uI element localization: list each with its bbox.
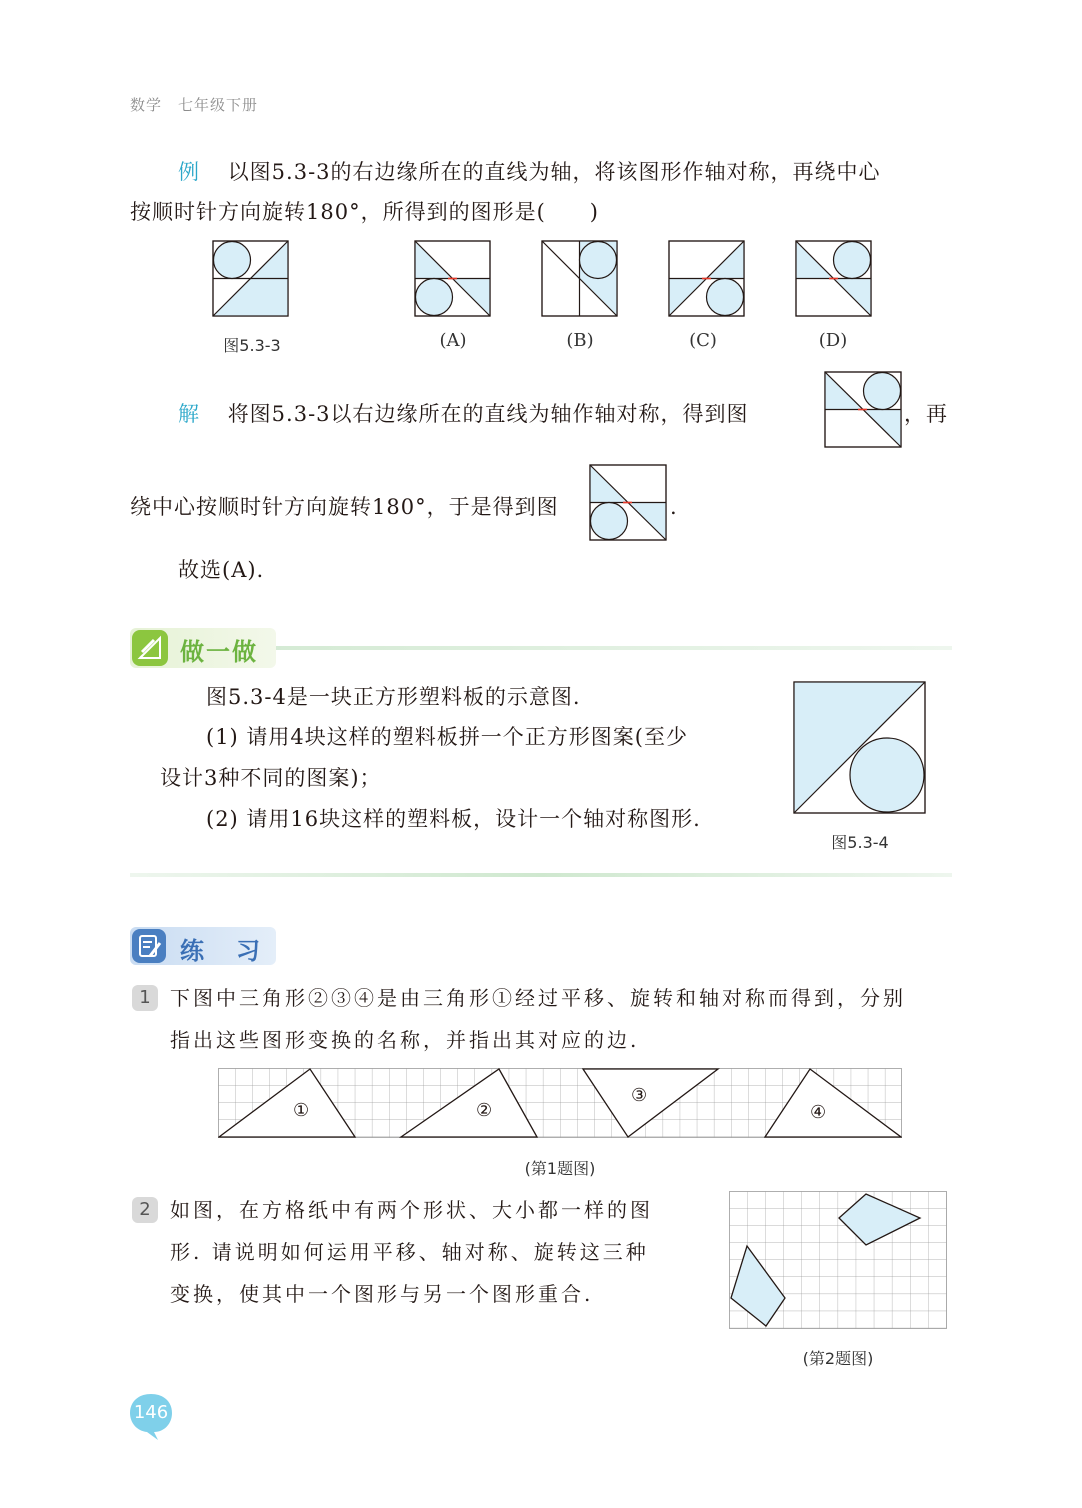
- activity-line-4: (2) 请用16块这样的塑料板，设计一个轴对称图形.: [206, 807, 701, 831]
- activity-line-2: (1) 请用4块这样的塑料板拼一个正方形图案(至少: [206, 725, 688, 749]
- option-d-label[interactable]: (D): [818, 330, 848, 351]
- option-c-figure[interactable]: [668, 240, 746, 318]
- triangle-1-label: ①: [293, 1100, 310, 1121]
- exercise-title: 练 习: [180, 937, 264, 965]
- triangle-4-label: ④: [810, 1102, 827, 1123]
- activity-line-3: 设计3种不同的图案)；: [160, 766, 382, 790]
- running-header: 数学 七年级下册: [130, 96, 259, 114]
- triangle-3-label: ③: [631, 1085, 648, 1106]
- triangle-2-label: ②: [476, 1100, 493, 1121]
- notebook-pencil-icon: [132, 929, 166, 963]
- example-line-2: 按顺时针方向旋转180°，所得到的图形是( ): [130, 200, 599, 224]
- option-b-label[interactable]: (B): [566, 330, 594, 351]
- solution-text-2-end: .: [670, 495, 678, 519]
- page-number-badge: [128, 1392, 174, 1434]
- activity-bottom-divider: [130, 873, 952, 877]
- solution-text-1-end: ，再: [904, 402, 948, 426]
- page-number: 146: [133, 1402, 169, 1423]
- example-line-1: [178, 152, 881, 192]
- solution-keyword: 解: [178, 402, 200, 426]
- solution-line-1: [178, 394, 749, 434]
- question-1-grid-figure: [218, 1068, 902, 1140]
- solution-figure-1: [824, 371, 904, 449]
- figure-5-3-4-caption: 图5.3-4: [831, 833, 889, 852]
- example-text-1: 以图5.3-3的右边缘所在的直线为轴，将该图形作轴对称，再绕中心: [227, 160, 881, 184]
- question-1-number: 1: [132, 985, 158, 1011]
- option-b-figure[interactable]: [541, 240, 619, 318]
- option-a-label[interactable]: (A): [439, 330, 467, 351]
- figure-5-3-3-caption: 图5.3-3: [223, 336, 281, 355]
- solution-text-1: 将图5.3-3以右边缘所在的直线为轴作轴对称，得到图: [227, 402, 749, 426]
- option-c-label[interactable]: (C): [689, 330, 717, 351]
- example-keyword: 例: [178, 160, 200, 184]
- activity-line-1: 图5.3-4是一块正方形塑料板的示意图.: [206, 685, 581, 709]
- activity-title: 做一做: [180, 638, 258, 666]
- figure-5-3-3: [212, 240, 290, 318]
- figure-5-3-4: [793, 681, 927, 815]
- question-2-line-1: 如图，在方格纸中有两个形状、大小都一样的图: [170, 1198, 653, 1222]
- question-2-line-3: 变换，使其中一个图形与另一个图形重合.: [170, 1282, 594, 1306]
- question-2-line-2: 形. 请说明如何运用平移、轴对称、旋转这三种: [170, 1240, 649, 1264]
- question-2-grid-figure: [729, 1191, 948, 1330]
- question-2-number: 2: [132, 1197, 158, 1223]
- solution-line-3: 故选(A).: [178, 558, 265, 582]
- option-a-figure[interactable]: [414, 240, 492, 318]
- exercise-banner: [130, 927, 276, 965]
- solution-line-2: 绕中心按顺时针方向旋转180°，于是得到图: [130, 495, 559, 519]
- question-1-line-1: 下图中三角形②③④是由三角形①经过平移、旋转和轴对称而得到，分别: [170, 986, 906, 1010]
- question-1-line-2: 指出这些图形变换的名称，并指出其对应的边.: [170, 1028, 640, 1052]
- solution-figure-2: [589, 464, 669, 542]
- option-d-figure[interactable]: [795, 240, 873, 318]
- question-2-caption: (第2题图): [802, 1349, 874, 1368]
- pencil-ruler-icon: [132, 630, 168, 666]
- question-1-caption: (第1题图): [524, 1159, 596, 1178]
- activity-banner: [130, 628, 276, 668]
